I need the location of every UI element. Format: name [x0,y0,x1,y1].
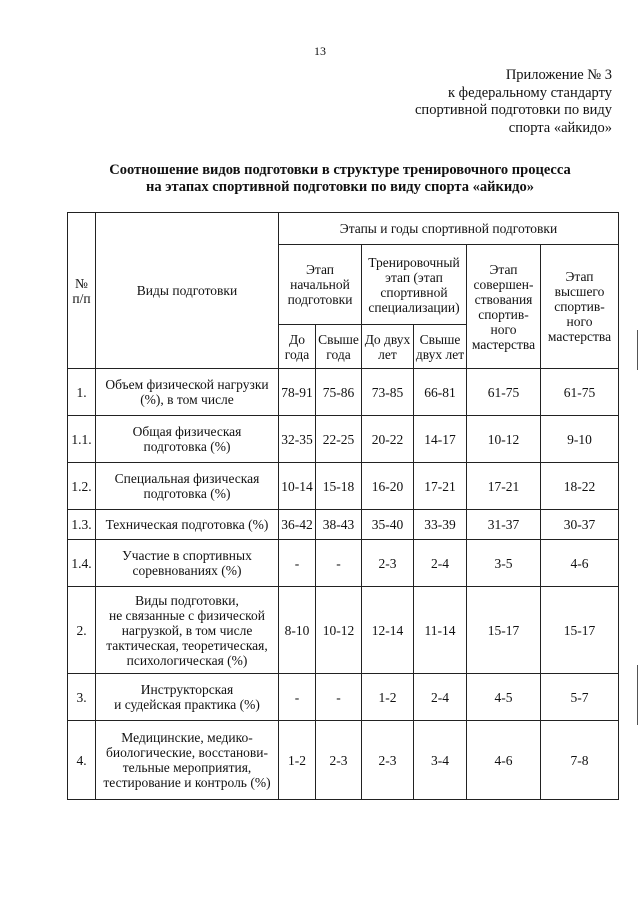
value-cell: 15-17 [467,587,541,674]
page-number: 13 [314,44,326,58]
value-cell: 75-86 [316,369,362,416]
row-name: Объем физической нагрузки (%), в том числе [96,369,279,416]
value-cell: 78-91 [279,369,316,416]
value-cell: 2-3 [362,540,414,587]
row-name: Виды подготовки, не связанные с физической нагрузкой, в том числе тактическая, теоретическая, психологическая (%) [96,587,279,674]
row-name: Инструкторская и судейская практика (%) [96,674,279,721]
subheader-initial-over-year: Свыше года [316,325,362,369]
value-cell: 30-37 [541,510,619,540]
value-cell: 2-4 [414,674,467,721]
value-cell: 17-21 [467,463,541,510]
row-number: 3. [68,674,96,721]
row-number: 1.2. [68,463,96,510]
scan-edge-mark [637,665,638,725]
row-name: Техническая подготовка (%) [96,510,279,540]
value-cell: 1-2 [279,721,316,800]
value-cell: - [316,540,362,587]
appendix-line: Приложение № 3 [505,67,612,83]
value-cell: 2-3 [362,721,414,800]
row-name: Специальная физическая подготовка (%) [96,463,279,510]
value-cell: 2-4 [414,540,467,587]
header-kinds: Виды подготовки [96,213,279,369]
table-row [68,416,619,463]
value-cell: 36-42 [279,510,316,540]
value-cell: 4-5 [467,674,541,721]
value-cell: 3-4 [414,721,467,800]
appendix-note [415,67,612,137]
value-cell: 14-17 [414,416,467,463]
row-number: 2. [68,587,96,674]
table-row [68,369,619,416]
value-cell: 38-43 [316,510,362,540]
scan-edge-mark [637,330,638,370]
value-cell: 32-35 [279,416,316,463]
value-cell: - [316,674,362,721]
header-stage-improvement: Этап совершен- ствования спортив- ного мастерства [467,245,541,369]
table-row [68,674,619,721]
row-number: 1.3. [68,510,96,540]
value-cell: 3-5 [467,540,541,587]
row-number: 1. [68,369,96,416]
value-cell: 10-14 [279,463,316,510]
value-cell: 10-12 [316,587,362,674]
value-cell: 8-10 [279,587,316,674]
title-line: на этапах спортивной подготовки по виду спорта «айкидо» [145,179,535,195]
subheader-initial-up-to-year: До года [279,325,316,369]
table-row [68,587,619,674]
row-number: 1.4. [68,540,96,587]
appendix-line: спорта «айкидо» [508,119,612,136]
value-cell: 61-75 [467,369,541,416]
value-cell: - [279,540,316,587]
value-cell: 1-2 [362,674,414,721]
header-stages-group: Этапы и годы спортивной подготовки [279,213,619,245]
value-cell: 10-12 [467,416,541,463]
row-name: Общая физическая подготовка (%) [96,416,279,463]
value-cell: 20-22 [362,416,414,463]
document-title [40,162,640,196]
title-line: Соотношение видов подготовки в структуре тренировочного процесса [109,162,571,178]
value-cell: 12-14 [362,587,414,674]
table-row [68,510,619,540]
header-number: № п/п [68,213,96,369]
value-cell: 15-18 [316,463,362,510]
value-cell: 15-17 [541,587,619,674]
value-cell: 73-85 [362,369,414,416]
value-cell: 17-21 [414,463,467,510]
header-stage-training: Тренировочный этап (этап спортивной специализации) [362,245,467,325]
value-cell: 35-40 [362,510,414,540]
table-row [68,721,619,800]
row-name: Медицинские, медико- биологические, восстанови- тельные мероприятия, тестирование и контроль (%) [96,721,279,800]
value-cell: 9-10 [541,416,619,463]
value-cell: 22-25 [316,416,362,463]
value-cell: 18-22 [541,463,619,510]
value-cell: 33-39 [414,510,467,540]
subheader-training-up-to-two: До двух лет [362,325,414,369]
value-cell: - [279,674,316,721]
row-name: Участие в спортивных соревнованиях (%) [96,540,279,587]
value-cell: 4-6 [541,540,619,587]
header-stage-initial: Этап начальной подготовки [279,245,362,325]
value-cell: 4-6 [467,721,541,800]
table-row [68,540,619,587]
row-number: 4. [68,721,96,800]
value-cell: 5-7 [541,674,619,721]
table-row [68,463,619,510]
row-number: 1.1. [68,416,96,463]
preparation-ratio-table [67,212,619,800]
subheader-training-over-two: Свыше двух лет [414,325,467,369]
appendix-line: к федеральному стандарту [448,84,612,101]
value-cell: 16-20 [362,463,414,510]
value-cell: 66-81 [414,369,467,416]
value-cell: 11-14 [414,587,467,674]
value-cell: 2-3 [316,721,362,800]
header-stage-highest: Этап высшего спортив- ного мастерства [541,245,619,369]
value-cell: 61-75 [541,369,619,416]
appendix-line: спортивной подготовки по виду [415,102,612,118]
value-cell: 7-8 [541,721,619,800]
value-cell: 31-37 [467,510,541,540]
